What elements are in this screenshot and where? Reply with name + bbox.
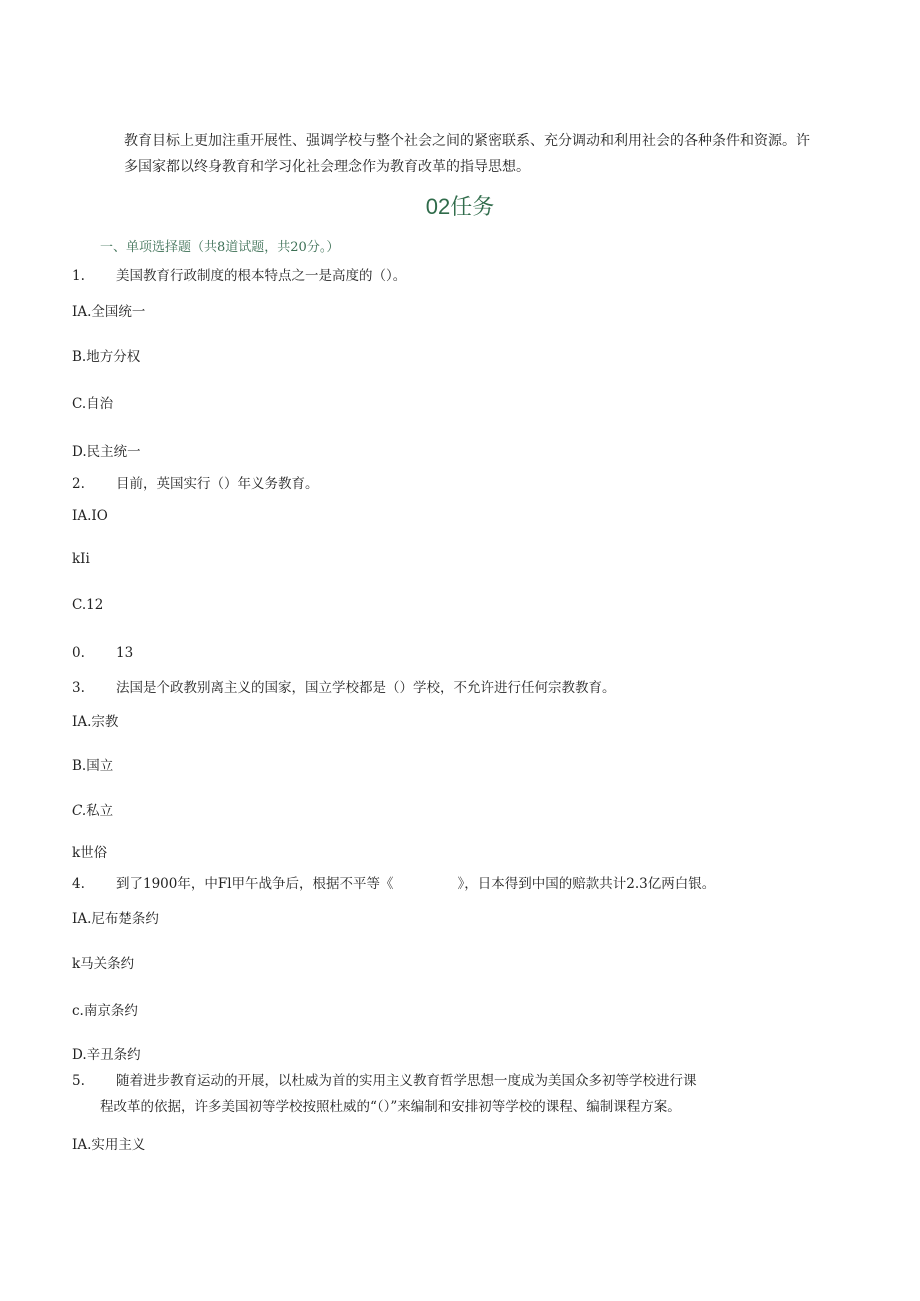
question-number: 4. (72, 876, 85, 892)
option-2d[interactable] (72, 645, 133, 661)
question-text: 程改革的依据，许多美国初等学校按照杜威的“（）”来编制和安排初等学校的课程、编制课程方案。 (100, 1099, 681, 1115)
question-3 (72, 676, 616, 696)
question-text: 法国是个政教别离主义的国家，国立学校都是（）学校，不允许进行任何宗教教育。 (116, 680, 616, 696)
question-number: 3. (72, 680, 85, 696)
option-3d[interactable]: k世俗 (72, 845, 108, 861)
question-4 (72, 872, 715, 892)
option-1c[interactable]: C.自治 (72, 396, 114, 412)
page-title: 02任务 (425, 194, 495, 219)
question-1 (72, 264, 406, 284)
option-1d[interactable]: D.民主统一 (72, 444, 141, 460)
section-heading: 一、单项选择题（共8道试题，共20分。） (100, 240, 340, 255)
option-1a[interactable]: IA.全国统一 (72, 304, 146, 320)
question-number: 5. (72, 1073, 85, 1089)
question-number: 2. (72, 476, 85, 492)
option-text: 13 (116, 645, 134, 661)
option-2c[interactable]: C.12 (72, 597, 104, 613)
question-text: 随着进步教育运动的开展，以杜威为首的实用主义教育哲学思想一度成为美国众多初等学校进行课 (116, 1073, 697, 1089)
question-text: 》，日本得到中国的赔款共计2.3亿两白银。 (457, 876, 716, 892)
option-label: 0. (72, 645, 85, 661)
question-text: 目前，英国实行（）年义务教育。 (116, 476, 319, 492)
option-4c[interactable]: c.南京条约 (72, 1003, 138, 1019)
intro-line: 教育目标上更加注重开展性、强调学校与整个社会之间的紧密联系、充分调动和利用社会的各种条件和资源。许 (124, 133, 810, 149)
option-4d[interactable]: D.辛丑条约 (72, 1047, 141, 1063)
option-3b[interactable]: B.国立 (72, 758, 114, 774)
option-5a[interactable]: IA.实用主义 (72, 1137, 146, 1153)
option-2a[interactable]: IA.IO (72, 508, 108, 524)
question-2 (72, 472, 319, 492)
question-number: 1. (72, 268, 85, 284)
option-4a[interactable]: IA.尼布楚条约 (72, 911, 159, 927)
option-4b[interactable]: k马关条约 (72, 956, 135, 972)
option-2b[interactable]: kIi (72, 551, 90, 567)
question-text: 美国教育行政制度的根本特点之一是高度的（）。 (116, 268, 407, 284)
question-text: 到了1900年，中Fl甲午战争后，根据不平等《 (116, 876, 394, 892)
option-3a[interactable]: IA.宗教 (72, 714, 119, 730)
intro-paragraph (124, 128, 824, 180)
option-1b[interactable]: B.地方分权 (72, 349, 141, 365)
option-text: 私立 (86, 803, 114, 819)
question-5 (72, 1068, 697, 1120)
intro-line: 多国家都以终身教育和学习化社会理念作为教育改革的指导思想。 (124, 159, 530, 175)
option-3c[interactable] (72, 799, 113, 819)
option-label: C. (72, 803, 87, 819)
